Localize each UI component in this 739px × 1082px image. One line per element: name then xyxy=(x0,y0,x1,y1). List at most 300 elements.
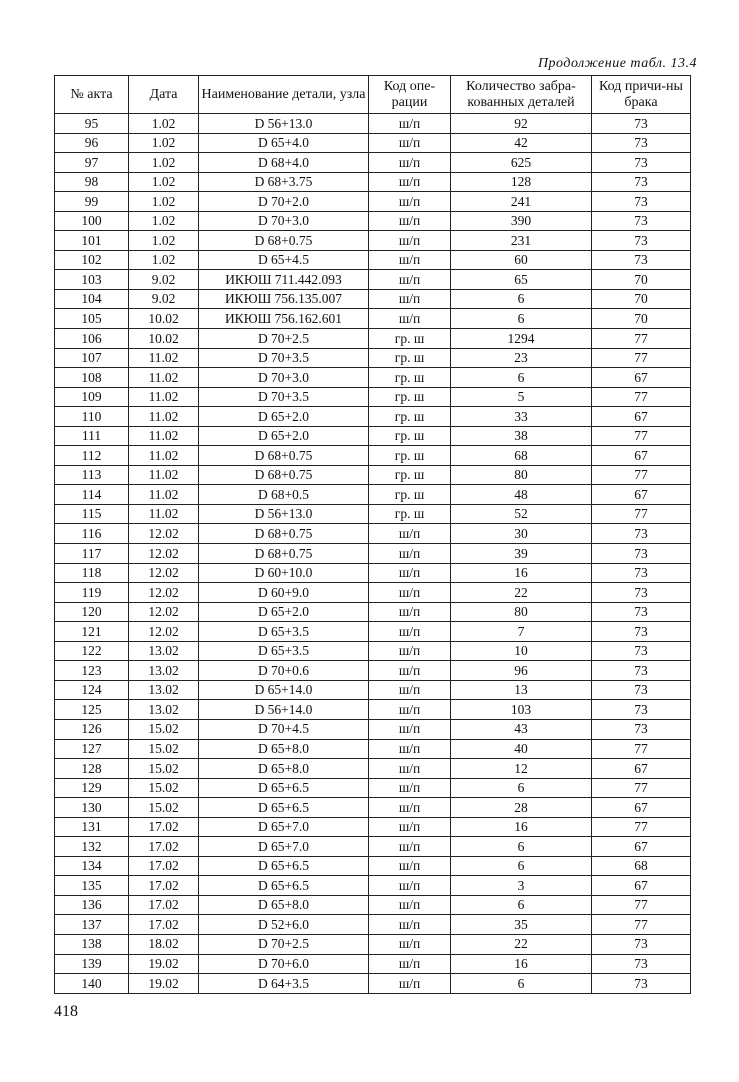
cell-act-number: 99 xyxy=(55,192,129,212)
cell-part-name: D 65+8.0 xyxy=(199,895,369,915)
cell-defect-count: 6 xyxy=(451,974,592,994)
table-body xyxy=(55,114,691,994)
cell-operation-code: гр. ш xyxy=(369,465,451,485)
cell-part-name: D 65+7.0 xyxy=(199,817,369,837)
cell-operation-code: ш/п xyxy=(369,211,451,231)
cell-defect-reason: 73 xyxy=(592,700,691,720)
cell-operation-code: ш/п xyxy=(369,817,451,837)
cell-part-name: D 56+13.0 xyxy=(199,504,369,524)
cell-defect-reason: 77 xyxy=(592,895,691,915)
cell-defect-count: 52 xyxy=(451,504,592,524)
cell-defect-count: 6 xyxy=(451,309,592,329)
cell-operation-code: ш/п xyxy=(369,524,451,544)
cell-operation-code: ш/п xyxy=(369,837,451,857)
cell-operation-code: ш/п xyxy=(369,544,451,564)
cell-date: 1.02 xyxy=(129,250,199,270)
cell-act-number: 110 xyxy=(55,407,129,427)
table-row xyxy=(55,563,691,583)
cell-act-number: 111 xyxy=(55,426,129,446)
table-row xyxy=(55,680,691,700)
cell-operation-code: ш/п xyxy=(369,563,451,583)
cell-operation-code: гр. ш xyxy=(369,485,451,505)
cell-defect-count: 28 xyxy=(451,798,592,818)
cell-part-name: D 65+4.0 xyxy=(199,133,369,153)
cell-act-number: 101 xyxy=(55,231,129,251)
cell-defect-count: 625 xyxy=(451,153,592,173)
cell-operation-code: гр. ш xyxy=(369,446,451,466)
cell-defect-reason: 77 xyxy=(592,778,691,798)
cell-defect-reason: 67 xyxy=(592,407,691,427)
cell-defect-reason: 77 xyxy=(592,739,691,759)
table-row xyxy=(55,719,691,739)
cell-act-number: 115 xyxy=(55,504,129,524)
cell-operation-code: гр. ш xyxy=(369,387,451,407)
cell-defect-count: 33 xyxy=(451,407,592,427)
cell-operation-code: ш/п xyxy=(369,250,451,270)
cell-part-name: D 65+6.5 xyxy=(199,876,369,896)
cell-part-name: D 65+6.5 xyxy=(199,798,369,818)
header-defect-count: Количество забра-кованных деталей xyxy=(451,76,592,114)
cell-defect-reason: 77 xyxy=(592,387,691,407)
cell-operation-code: ш/п xyxy=(369,719,451,739)
cell-date: 1.02 xyxy=(129,192,199,212)
table-row xyxy=(55,153,691,173)
cell-date: 10.02 xyxy=(129,309,199,329)
table-row xyxy=(55,700,691,720)
cell-act-number: 131 xyxy=(55,817,129,837)
cell-part-name: D 70+3.0 xyxy=(199,211,369,231)
cell-defect-reason: 73 xyxy=(592,172,691,192)
cell-defect-reason: 73 xyxy=(592,133,691,153)
table-caption: Продолжение табл. 13.4 xyxy=(537,56,697,71)
cell-act-number: 140 xyxy=(55,974,129,994)
cell-act-number: 127 xyxy=(55,739,129,759)
cell-part-name: D 68+0.75 xyxy=(199,231,369,251)
cell-operation-code: ш/п xyxy=(369,289,451,309)
cell-date: 11.02 xyxy=(129,485,199,505)
table-row xyxy=(55,114,691,134)
table-row xyxy=(55,289,691,309)
cell-act-number: 121 xyxy=(55,622,129,642)
cell-part-name: D 64+3.5 xyxy=(199,974,369,994)
cell-defect-count: 92 xyxy=(451,114,592,134)
cell-operation-code: ш/п xyxy=(369,602,451,622)
cell-act-number: 114 xyxy=(55,485,129,505)
cell-act-number: 128 xyxy=(55,759,129,779)
cell-part-name: D 70+6.0 xyxy=(199,954,369,974)
table-row xyxy=(55,622,691,642)
cell-date: 15.02 xyxy=(129,719,199,739)
cell-date: 15.02 xyxy=(129,798,199,818)
cell-date: 17.02 xyxy=(129,856,199,876)
cell-date: 10.02 xyxy=(129,329,199,349)
cell-defect-count: 22 xyxy=(451,583,592,603)
cell-act-number: 138 xyxy=(55,934,129,954)
cell-act-number: 96 xyxy=(55,133,129,153)
cell-defect-reason: 73 xyxy=(592,934,691,954)
cell-defect-reason: 73 xyxy=(592,211,691,231)
cell-defect-reason: 73 xyxy=(592,641,691,661)
cell-defect-reason: 73 xyxy=(592,250,691,270)
cell-date: 17.02 xyxy=(129,837,199,857)
cell-defect-count: 96 xyxy=(451,661,592,681)
cell-act-number: 123 xyxy=(55,661,129,681)
cell-defect-reason: 73 xyxy=(592,524,691,544)
cell-part-name: D 68+0.75 xyxy=(199,544,369,564)
cell-part-name: D 52+6.0 xyxy=(199,915,369,935)
cell-defect-reason: 67 xyxy=(592,798,691,818)
cell-defect-reason: 73 xyxy=(592,231,691,251)
cell-defect-reason: 73 xyxy=(592,661,691,681)
table-row xyxy=(55,465,691,485)
table-row xyxy=(55,407,691,427)
table-row xyxy=(55,211,691,231)
cell-defect-reason: 77 xyxy=(592,504,691,524)
cell-operation-code: ш/п xyxy=(369,856,451,876)
table-row xyxy=(55,641,691,661)
cell-operation-code: ш/п xyxy=(369,270,451,290)
cell-act-number: 129 xyxy=(55,778,129,798)
cell-act-number: 122 xyxy=(55,641,129,661)
table-row xyxy=(55,250,691,270)
cell-act-number: 102 xyxy=(55,250,129,270)
cell-defect-count: 5 xyxy=(451,387,592,407)
cell-act-number: 112 xyxy=(55,446,129,466)
cell-defect-count: 6 xyxy=(451,856,592,876)
table-row xyxy=(55,426,691,446)
cell-part-name: D 70+3.0 xyxy=(199,368,369,388)
cell-part-name: D 68+4.0 xyxy=(199,153,369,173)
cell-part-name: D 65+6.5 xyxy=(199,856,369,876)
cell-act-number: 116 xyxy=(55,524,129,544)
table-row xyxy=(55,329,691,349)
table-row xyxy=(55,231,691,251)
cell-date: 12.02 xyxy=(129,622,199,642)
cell-defect-reason: 67 xyxy=(592,446,691,466)
cell-defect-reason: 67 xyxy=(592,876,691,896)
table-row xyxy=(55,270,691,290)
cell-date: 11.02 xyxy=(129,368,199,388)
table-row xyxy=(55,739,691,759)
cell-operation-code: ш/п xyxy=(369,583,451,603)
cell-operation-code: ш/п xyxy=(369,739,451,759)
cell-defect-reason: 67 xyxy=(592,759,691,779)
cell-act-number: 103 xyxy=(55,270,129,290)
cell-defect-reason: 67 xyxy=(592,368,691,388)
cell-date: 12.02 xyxy=(129,602,199,622)
header-part-name: Наименование детали, узла xyxy=(199,76,369,114)
cell-act-number: 109 xyxy=(55,387,129,407)
cell-defect-reason: 77 xyxy=(592,817,691,837)
cell-act-number: 106 xyxy=(55,329,129,349)
cell-date: 11.02 xyxy=(129,446,199,466)
cell-part-name: D 70+4.5 xyxy=(199,719,369,739)
cell-defect-count: 1294 xyxy=(451,329,592,349)
cell-date: 12.02 xyxy=(129,563,199,583)
cell-act-number: 130 xyxy=(55,798,129,818)
cell-defect-count: 390 xyxy=(451,211,592,231)
table-row xyxy=(55,524,691,544)
table-row xyxy=(55,387,691,407)
cell-date: 11.02 xyxy=(129,426,199,446)
cell-defect-reason: 73 xyxy=(592,544,691,564)
cell-date: 17.02 xyxy=(129,915,199,935)
cell-operation-code: ш/п xyxy=(369,622,451,642)
cell-part-name: D 65+2.0 xyxy=(199,407,369,427)
cell-part-name: D 65+2.0 xyxy=(199,602,369,622)
cell-operation-code: гр. ш xyxy=(369,348,451,368)
cell-date: 15.02 xyxy=(129,778,199,798)
cell-operation-code: ш/п xyxy=(369,192,451,212)
cell-defect-count: 16 xyxy=(451,954,592,974)
table-header-row xyxy=(55,76,691,114)
cell-date: 15.02 xyxy=(129,739,199,759)
cell-date: 1.02 xyxy=(129,133,199,153)
cell-operation-code: гр. ш xyxy=(369,368,451,388)
table-row xyxy=(55,602,691,622)
cell-part-name: D 70+2.0 xyxy=(199,192,369,212)
cell-date: 12.02 xyxy=(129,524,199,544)
cell-operation-code: ш/п xyxy=(369,954,451,974)
table-row xyxy=(55,915,691,935)
table-row xyxy=(55,583,691,603)
cell-part-name: D 56+14.0 xyxy=(199,700,369,720)
cell-part-name: ИКЮШ 756.162.601 xyxy=(199,309,369,329)
table-row xyxy=(55,544,691,564)
cell-defect-reason: 73 xyxy=(592,719,691,739)
cell-act-number: 113 xyxy=(55,465,129,485)
cell-part-name: D 65+7.0 xyxy=(199,837,369,857)
cell-date: 1.02 xyxy=(129,172,199,192)
cell-date: 13.02 xyxy=(129,700,199,720)
cell-part-name: D 70+2.5 xyxy=(199,934,369,954)
cell-defect-count: 35 xyxy=(451,915,592,935)
cell-defect-count: 48 xyxy=(451,485,592,505)
table-row xyxy=(55,934,691,954)
cell-defect-count: 10 xyxy=(451,641,592,661)
cell-date: 9.02 xyxy=(129,289,199,309)
cell-date: 11.02 xyxy=(129,465,199,485)
table-row xyxy=(55,192,691,212)
cell-defect-count: 16 xyxy=(451,563,592,583)
cell-part-name: D 70+3.5 xyxy=(199,387,369,407)
cell-defect-reason: 70 xyxy=(592,309,691,329)
cell-operation-code: ш/п xyxy=(369,153,451,173)
cell-defect-reason: 73 xyxy=(592,680,691,700)
cell-operation-code: гр. ш xyxy=(369,504,451,524)
cell-act-number: 137 xyxy=(55,915,129,935)
cell-operation-code: ш/п xyxy=(369,876,451,896)
cell-operation-code: ш/п xyxy=(369,798,451,818)
cell-defect-count: 80 xyxy=(451,602,592,622)
cell-defect-reason: 73 xyxy=(592,153,691,173)
cell-act-number: 105 xyxy=(55,309,129,329)
cell-act-number: 95 xyxy=(55,114,129,134)
cell-date: 12.02 xyxy=(129,544,199,564)
cell-defect-reason: 77 xyxy=(592,465,691,485)
header-act-number: № акта xyxy=(55,76,129,114)
cell-act-number: 98 xyxy=(55,172,129,192)
cell-defect-count: 231 xyxy=(451,231,592,251)
cell-act-number: 119 xyxy=(55,583,129,603)
cell-date: 19.02 xyxy=(129,954,199,974)
cell-act-number: 134 xyxy=(55,856,129,876)
cell-act-number: 136 xyxy=(55,895,129,915)
table-row xyxy=(55,446,691,466)
page-number: 418 xyxy=(54,1003,78,1020)
table-row xyxy=(55,876,691,896)
cell-defect-reason: 73 xyxy=(592,602,691,622)
cell-operation-code: ш/п xyxy=(369,133,451,153)
cell-part-name: D 56+13.0 xyxy=(199,114,369,134)
cell-act-number: 107 xyxy=(55,348,129,368)
cell-defect-reason: 77 xyxy=(592,915,691,935)
cell-date: 17.02 xyxy=(129,817,199,837)
cell-defect-reason: 73 xyxy=(592,114,691,134)
cell-operation-code: гр. ш xyxy=(369,426,451,446)
cell-operation-code: ш/п xyxy=(369,309,451,329)
cell-defect-count: 16 xyxy=(451,817,592,837)
cell-defect-count: 6 xyxy=(451,778,592,798)
cell-part-name: D 70+0.6 xyxy=(199,661,369,681)
cell-part-name: D 68+0.75 xyxy=(199,465,369,485)
cell-act-number: 135 xyxy=(55,876,129,896)
cell-date: 11.02 xyxy=(129,407,199,427)
cell-part-name: ИКЮШ 756.135.007 xyxy=(199,289,369,309)
cell-operation-code: ш/п xyxy=(369,661,451,681)
cell-act-number: 108 xyxy=(55,368,129,388)
cell-act-number: 132 xyxy=(55,837,129,857)
cell-defect-reason: 73 xyxy=(592,583,691,603)
table-row xyxy=(55,504,691,524)
cell-date: 1.02 xyxy=(129,153,199,173)
cell-defect-count: 39 xyxy=(451,544,592,564)
cell-act-number: 120 xyxy=(55,602,129,622)
cell-defect-reason: 68 xyxy=(592,856,691,876)
table-row xyxy=(55,837,691,857)
cell-defect-count: 12 xyxy=(451,759,592,779)
header-operation-code: Код опе-рации xyxy=(369,76,451,114)
table-row xyxy=(55,778,691,798)
cell-defect-reason: 77 xyxy=(592,329,691,349)
cell-date: 11.02 xyxy=(129,387,199,407)
cell-date: 15.02 xyxy=(129,759,199,779)
table-row xyxy=(55,759,691,779)
cell-defect-count: 7 xyxy=(451,622,592,642)
cell-defect-count: 65 xyxy=(451,270,592,290)
cell-defect-count: 13 xyxy=(451,680,592,700)
cell-operation-code: ш/п xyxy=(369,895,451,915)
table-row xyxy=(55,348,691,368)
cell-defect-reason: 73 xyxy=(592,622,691,642)
cell-operation-code: ш/п xyxy=(369,114,451,134)
cell-defect-count: 6 xyxy=(451,289,592,309)
cell-part-name: D 65+2.0 xyxy=(199,426,369,446)
cell-operation-code: ш/п xyxy=(369,231,451,251)
cell-date: 1.02 xyxy=(129,231,199,251)
cell-part-name: D 65+8.0 xyxy=(199,759,369,779)
cell-operation-code: ш/п xyxy=(369,172,451,192)
table-row xyxy=(55,661,691,681)
cell-defect-reason: 77 xyxy=(592,426,691,446)
cell-act-number: 104 xyxy=(55,289,129,309)
cell-date: 18.02 xyxy=(129,934,199,954)
cell-part-name: D 65+4.5 xyxy=(199,250,369,270)
table-row xyxy=(55,974,691,994)
cell-part-name: D 68+3.75 xyxy=(199,172,369,192)
table-row xyxy=(55,856,691,876)
cell-date: 11.02 xyxy=(129,348,199,368)
cell-defect-reason: 73 xyxy=(592,563,691,583)
cell-defect-count: 30 xyxy=(451,524,592,544)
cell-defect-reason: 77 xyxy=(592,348,691,368)
cell-part-name: D 65+3.5 xyxy=(199,622,369,642)
cell-act-number: 139 xyxy=(55,954,129,974)
cell-part-name: D 70+3.5 xyxy=(199,348,369,368)
cell-act-number: 97 xyxy=(55,153,129,173)
table-row xyxy=(55,895,691,915)
cell-operation-code: ш/п xyxy=(369,934,451,954)
table-row xyxy=(55,133,691,153)
defects-table xyxy=(54,75,691,994)
cell-defect-reason: 73 xyxy=(592,192,691,212)
cell-part-name: D 68+0.75 xyxy=(199,524,369,544)
cell-operation-code: ш/п xyxy=(369,700,451,720)
table-row xyxy=(55,172,691,192)
cell-operation-code: ш/п xyxy=(369,759,451,779)
cell-defect-reason: 73 xyxy=(592,974,691,994)
cell-date: 13.02 xyxy=(129,641,199,661)
cell-operation-code: гр. ш xyxy=(369,407,451,427)
header-date: Дата xyxy=(129,76,199,114)
cell-date: 17.02 xyxy=(129,876,199,896)
cell-defect-reason: 67 xyxy=(592,837,691,857)
cell-act-number: 125 xyxy=(55,700,129,720)
cell-operation-code: ш/п xyxy=(369,641,451,661)
cell-date: 13.02 xyxy=(129,661,199,681)
cell-defect-count: 42 xyxy=(451,133,592,153)
cell-defect-reason: 73 xyxy=(592,954,691,974)
cell-defect-count: 38 xyxy=(451,426,592,446)
cell-date: 1.02 xyxy=(129,114,199,134)
cell-defect-count: 6 xyxy=(451,368,592,388)
table-row xyxy=(55,485,691,505)
table-row xyxy=(55,309,691,329)
cell-date: 1.02 xyxy=(129,211,199,231)
cell-part-name: D 68+0.75 xyxy=(199,446,369,466)
cell-defect-count: 103 xyxy=(451,700,592,720)
cell-date: 9.02 xyxy=(129,270,199,290)
cell-defect-reason: 70 xyxy=(592,270,691,290)
cell-defect-count: 22 xyxy=(451,934,592,954)
cell-date: 13.02 xyxy=(129,680,199,700)
cell-act-number: 126 xyxy=(55,719,129,739)
cell-defect-count: 43 xyxy=(451,719,592,739)
cell-act-number: 124 xyxy=(55,680,129,700)
cell-part-name: D 65+6.5 xyxy=(199,778,369,798)
cell-defect-reason: 67 xyxy=(592,485,691,505)
cell-defect-count: 80 xyxy=(451,465,592,485)
table-row xyxy=(55,817,691,837)
table-row xyxy=(55,368,691,388)
cell-part-name: D 68+0.5 xyxy=(199,485,369,505)
table-row xyxy=(55,798,691,818)
cell-defect-count: 6 xyxy=(451,895,592,915)
table-row xyxy=(55,954,691,974)
cell-part-name: ИКЮШ 711.442.093 xyxy=(199,270,369,290)
cell-defect-count: 23 xyxy=(451,348,592,368)
cell-act-number: 117 xyxy=(55,544,129,564)
